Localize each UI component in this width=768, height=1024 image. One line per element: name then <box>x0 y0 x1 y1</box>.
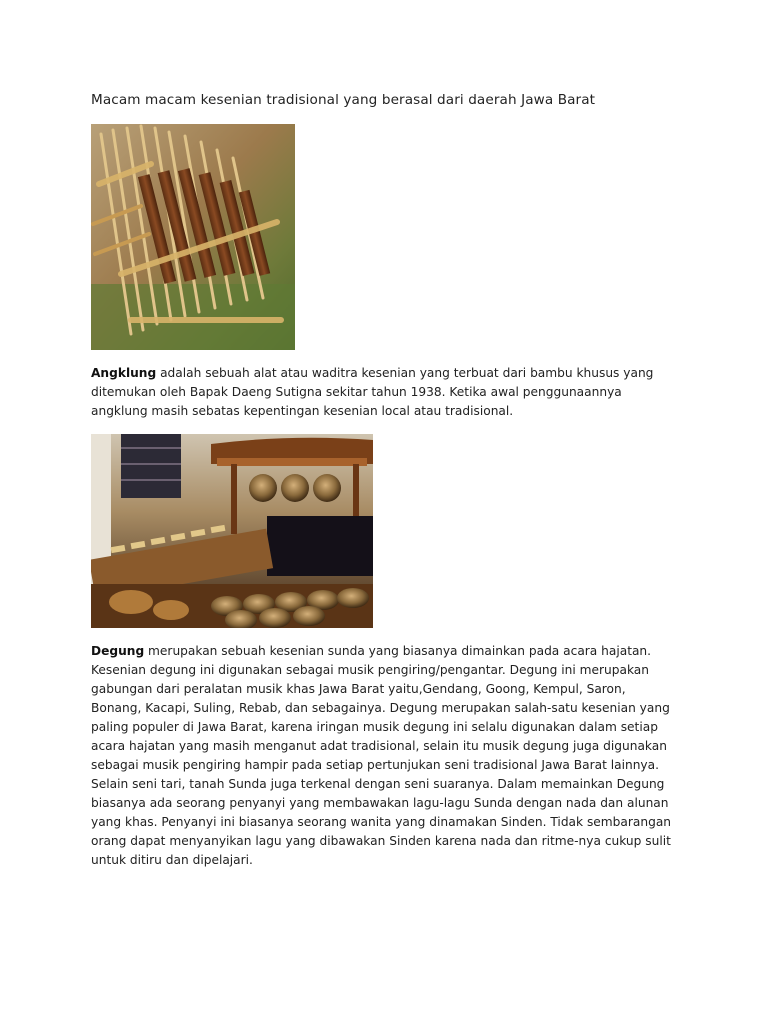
paragraph-line: biasanya ada seorang penyanyi yang membawakan lagu-lagu Sunda dengan nada dan alunan <box>91 796 669 810</box>
document-title: Macam macam kesenian tradisional yang berasal dari daerah Jawa Barat <box>91 92 596 108</box>
paragraph-line: gabungan dari peralatan musik khas Jawa Barat yaitu,Gendang, Goong, Kempul, Saron, <box>91 682 626 696</box>
paragraph-line: merupakan sebuah kesenian sunda yang biasanya dimainkan pada acara hajatan. <box>144 644 652 658</box>
degung-term: Degung <box>91 644 145 658</box>
paragraph-line: paling populer di Jawa Barat, karena iringan musik degung ini selalu digunakan dalam setiap <box>91 720 658 734</box>
angklung-paragraph <box>91 364 691 421</box>
paragraph-line: acara hajatan yang masih menganut adat tradisional, selain itu musik degung juga digunakan <box>91 739 667 753</box>
paragraph-line: adalah sebuah alat atau waditra kesenian yang terbuat dari bambu khusus yang <box>156 366 654 380</box>
degung-photo <box>91 434 373 628</box>
paragraph-line: orang dapat menyanyikan lagu yang dibawakan Sinden karena nada dan ritme-nya cukup sulit <box>91 834 671 848</box>
paragraph-line: Kesenian degung ini digunakan sebagai musik pengiring/pengantar. Degung ini merupakan <box>91 663 649 677</box>
paragraph-line: ditemukan oleh Bapak Daeng Sutigna sekitar tahun 1938. Ketika awal penggunaannya <box>91 385 622 399</box>
angklung-photo <box>91 124 295 350</box>
paragraph-line: sebagai musik pengiring hampir pada setiap pertunjukan seni tradisional Jawa Barat lainnya. <box>91 758 659 772</box>
degung-paragraph <box>91 642 691 870</box>
paragraph-line: Bonang, Kacapi, Suling, Rebab, dan sebagainya. Degung merupakan salah-satu kesenian yang <box>91 701 670 715</box>
paragraph-line: yang khas. Penyanyi ini biasanya seorang wanita yang dinamakan Sinden. Tidak sembarangan <box>91 815 672 829</box>
angklung-term: Angklung <box>91 366 157 380</box>
paragraph-line: untuk ditiru dan dipelajari. <box>91 853 253 867</box>
paragraph-line: angklung masih sebatas kepentingan kesenian local atau tradisional. <box>91 404 514 418</box>
paragraph-line: Selain seni tari, tanah Sunda juga terkenal dengan seni suaranya. Dalam memainkan Degung <box>91 777 665 791</box>
